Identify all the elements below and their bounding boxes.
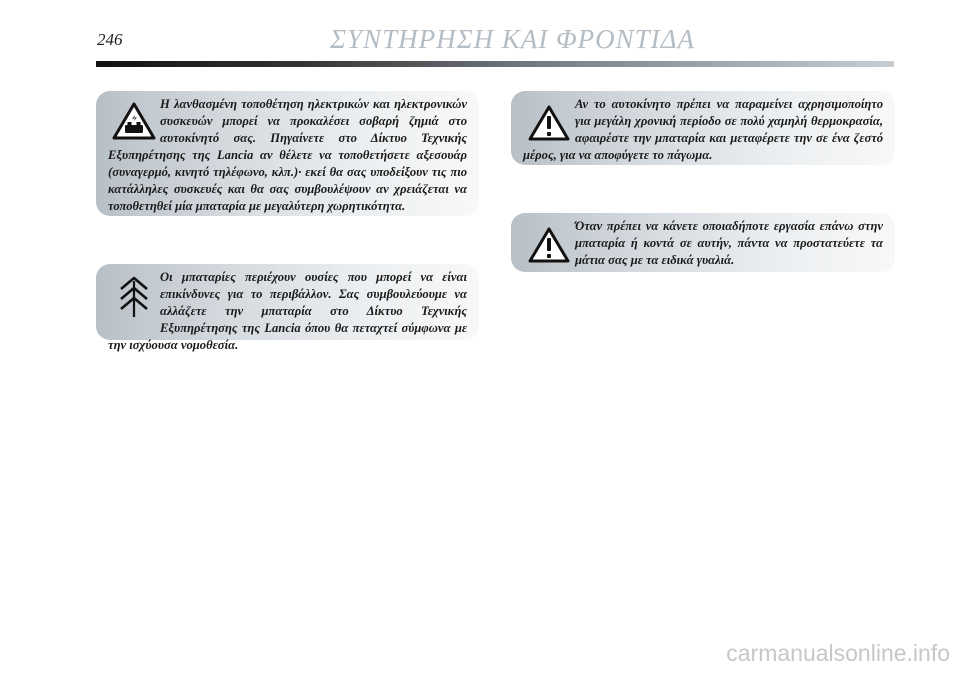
- environment-tree-icon: [108, 271, 160, 323]
- low-temperature-warning-note: [511, 91, 895, 165]
- warning-triangle-icon: [523, 100, 575, 146]
- note-text: Η λανθασμένη τοποθέτηση ηλεκτρικών και ηλεκτρονικών συσκευών μπορεί να προκαλέσει σοβαρή ζημιά στο αυτοκίνητό σας. Πηγαίνετε στο Δίκτυο Τεχνικής Εξυπηρέτησης της Lancia αν θέλετε να τοποθετήσετε αξεσουάρ (συναγερμό, κινητό τηλέφωνο, κλπ.)· εκεί θα σας υποδείξουν τις πιο κατάλληλες συσκευές και θα σας συμβουλέψουν αν χρειάζεται να τοποθετηθεί μία μπαταρία με μεγαλύτερη χωρητικότητα.: [108, 97, 467, 213]
- environment-note: [96, 264, 479, 352]
- section-title: ΣΥΝΤΗΡΗΣΗ ΚΑΙ ΦΡΟΝΤΙΔΑ: [330, 24, 696, 54]
- watermark: carmanualsonline.info: [726, 640, 950, 666]
- header-rule: [96, 61, 894, 67]
- page-number: 246: [97, 30, 123, 49]
- warning-triangle-icon: [523, 222, 575, 268]
- electrical-warning-note: [96, 91, 479, 216]
- note-text: Όταν πρέπει να κάνετε οποιαδήποτε εργασία επάνω στην μπαταρία ή κοντά σε αυτήν, πάντα να προστατεύετε τα μάτια σας με τα ειδικά γυαλιά.: [575, 219, 883, 267]
- eye-protection-warning-note: [511, 213, 895, 272]
- electrical-danger-warning-icon: [108, 96, 160, 145]
- note-text: Οι μπαταρίες περιέχουν ουσίες που μπορεί να είναι επικίνδυνες για το περιβάλλον. Σας συμβουλεύουμε να αλλάζετε την μπαταρία στο Δίκτυο Τεχνικής Εξυπηρέτησης της Lancia όπου θα πεταχτεί σύμφωνα με την ισχύουσα νομοθεσία.: [108, 270, 467, 352]
- note-text: Αν το αυτοκίνητο πρέπει να παραμείνει αχρησιμοποίητο για μεγάλη χρονική περίοδο σε πολύ χαμηλή θερμοκρασία, αφαιρέστε την μπαταρία και μεταφέρετε την σε ένα ζεστό μέρος, για να αποφύγετε το πάγωμα.: [523, 97, 883, 162]
